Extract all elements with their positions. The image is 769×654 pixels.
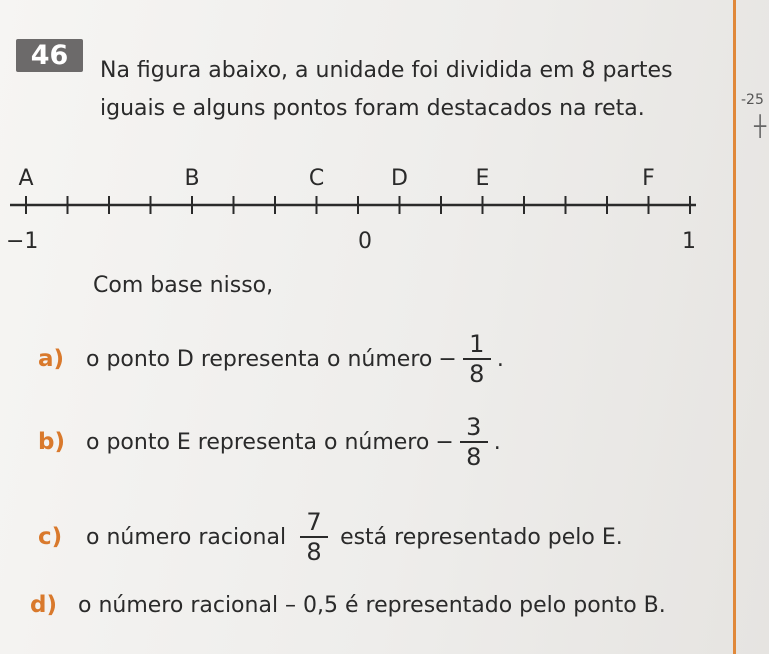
option-letter: d) [30, 592, 57, 618]
option-c[interactable] [0, 508, 623, 566]
fraction-numerator: 7 [306, 508, 322, 536]
point-label-b: B [184, 166, 200, 191]
option-trailing: está representado pelo E. [340, 524, 623, 550]
label-minus-one: −1 [6, 229, 39, 254]
option-text: o número racional – 0,5 é representado pelo ponto B. [78, 592, 666, 618]
option-letter: c) [38, 524, 63, 550]
question-line-2: iguais e alguns pontos foram destacados na reta. [100, 96, 645, 121]
fraction [463, 330, 491, 388]
fraction-denominator: 8 [469, 360, 485, 388]
fraction-denominator: 8 [306, 538, 322, 566]
question-statement [100, 52, 720, 128]
fraction-denominator: 8 [466, 443, 482, 471]
option-text: o ponto D representa o número [86, 346, 433, 372]
page-margin-rule [733, 0, 736, 654]
fraction [460, 413, 488, 471]
option-a[interactable] [0, 330, 504, 388]
point-label-f: F [642, 166, 655, 191]
label-one: 1 [682, 229, 696, 254]
number-line [0, 160, 720, 255]
point-label-a: A [18, 166, 34, 191]
intro-text: Com base nisso, [93, 273, 274, 298]
option-b[interactable] [0, 413, 501, 471]
fraction-numerator: 3 [466, 413, 482, 441]
point-label-d: D [391, 166, 408, 191]
question-line-1: Na figura abaixo, a unidade foi dividida em 8 partes [100, 58, 673, 83]
option-letter: b) [38, 429, 65, 455]
option-text: o ponto E representa o número [86, 429, 430, 455]
point-label-e: E [475, 166, 490, 191]
option-letter: a) [38, 346, 65, 372]
fraction-numerator: 1 [469, 330, 485, 358]
option-text: o número racional [86, 524, 287, 550]
margin-fragment: -25 [741, 92, 764, 108]
option-d[interactable] [0, 592, 666, 618]
label-zero: 0 [358, 229, 372, 254]
negative-sign: − [438, 346, 457, 372]
margin-cross-icon: ┼ [754, 114, 767, 138]
fraction [300, 508, 328, 566]
option-trailing: . [496, 346, 504, 372]
question-number-badge: 46 [16, 39, 83, 72]
option-trailing: . [493, 429, 501, 455]
point-label-c: C [308, 166, 325, 191]
number-line-point-labels [18, 166, 654, 191]
negative-sign: − [435, 429, 454, 455]
